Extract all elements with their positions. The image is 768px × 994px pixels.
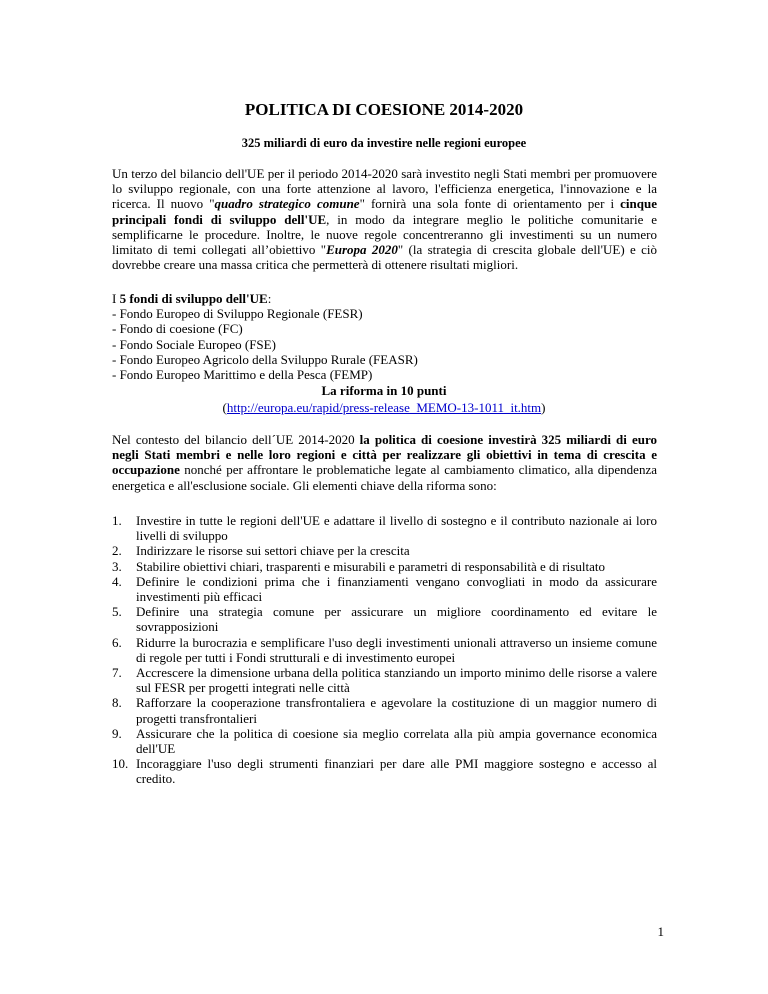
context-text-3: nonché per affrontare le problematiche legate al cambiamento climatico, alla dipendenza energetica e all'esclusione sociale. Gli elementi chiave della riforma sono: [112,462,657,493]
funds-heading-bold: 5 fondi di sviluppo dell'UE [119,291,268,306]
list-text: Stabilire obiettivi chiari, trasparenti e misurabili e parametri di responsabilità e di risultato [136,558,605,574]
list-item [112,559,657,574]
list-number: 4. [112,573,122,589]
list-text: Assicurare che la politica di coesione sia meglio correlata alla più ampia governance economica dell'UE [136,725,657,757]
fund-item: - Fondo Europeo Agricolo della Sviluppo Rurale (FEASR) [112,351,418,367]
list-number: 6. [112,634,122,650]
list-item [112,635,657,665]
list-item [112,756,657,786]
list-item [112,574,657,604]
page-number: 1 [657,924,664,939]
list-number: 1. [112,513,122,528]
page-subtitle: 325 miliardi di euro da investire nelle regioni europee [241,136,527,150]
intro-text-1: Un terzo del bilancio dell'UE per il periodo 2014-2020 sarà investito negli Stati membri per promuovere lo sviluppo regionale, con una forte attenzione al lavoro, l'efficienza energetica, l'innovazione e la ricerca. Il nuovo " [112,166,657,212]
fund-item: - Fondo Sociale Europeo (FSE) [112,336,276,352]
list-item [112,665,657,695]
list-number: 7. [112,665,122,681]
reform-points-list [112,513,657,787]
link-paren-close: ) [541,400,546,415]
list-item [112,695,657,725]
list-number: 3. [112,558,122,574]
context-text-1: Nel contesto del bilancio dell´UE 2014-2020 [112,432,360,447]
context-paragraph [112,432,657,493]
list-text: Incoraggiare l'uso degli strumenti finanziari per dare alle PMI maggiore sostegno e accesso al credito. [136,756,657,787]
context-emphasis: la politica di coesione investirà 325 miliardi di euro negli Stati membri e nelle loro regioni e città per realizzare gli obiettivi in tema di crescita e occupazione [112,432,657,478]
list-text: Accrescere la dimensione urbana della politica stanziando un importo minimo delle risorse a valere sul FESR per progetti integrati nelle città [136,665,657,696]
list-number: 5. [112,604,122,620]
list-text: Investire in tutte le regioni dell'UE e adattare il livello di sostegno e il contributo nazionale ai loro livelli di sviluppo [136,513,657,544]
list-item [112,513,657,543]
intro-text-7: " (la strategia di crescita globale dell'UE) e ciò dovrebbe creare una massa critica che permetterà di ottenere risultati migliori. [112,242,658,273]
list-number: 10. [112,756,129,772]
link-paren-open: ( [222,400,227,415]
fund-item: - Fondo di coesione (FC) [112,321,243,337]
funds-heading-suffix: : [267,291,272,306]
intro-paragraph [112,166,657,272]
page-title: POLITICA DI COESIONE 2014-2020 [244,100,524,119]
list-text: Definire le condizioni prima che i finanziamenti vengano convogliati in modo da assicurare investimenti più efficaci [136,573,657,605]
list-number: 8. [112,695,122,711]
intro-text-3: " fornirà una sola fonte di orientamento per i [359,196,621,212]
intro-emphasis-funds: cinque principali fondi di sviluppo dell'UE [112,196,657,227]
funds-list [112,291,657,382]
funds-heading [112,291,657,306]
list-item [112,543,657,558]
fund-item: - Fondo Europeo di Sviluppo Regionale (FESR) [112,306,363,322]
intro-emphasis-qsc: quadro strategico comune [214,196,360,212]
list-text: Ridurre la burocrazia e semplificare l'uso degli investimenti unionali attraverso un insieme comune di regole per tutti i Fondi strutturali e di investimento europei [136,634,657,665]
list-text: Definire una strategia comune per assicurare un migliore coordinamento ed evitare le sovrapposizioni [136,604,657,635]
list-number: 2. [112,543,122,559]
reform-heading: La riforma in 10 punti [321,383,447,398]
list-item [112,726,657,756]
list-item [112,604,657,634]
intro-text-5: , in modo da integrare meglio le politiche comunitarie e semplificarne le procedure. Inoltre, le nuove regole concentreranno gli investimenti su un numero limitato di temi collegati all’obiettivo " [112,211,657,258]
list-text: Rafforzare la cooperazione transfrontaliera e agevolare la costituzione di un maggior numero di progetti transfrontalieri [136,695,657,726]
reform-link-line [0,400,768,415]
intro-emphasis-europa2020: Europa 2020 [326,242,398,258]
list-number: 9. [112,725,122,741]
fund-item: - Fondo Europeo Marittimo e della Pesca (FEMP) [112,367,373,383]
funds-heading-prefix: I [112,291,120,306]
list-text: Indirizzare le risorse sui settori chiave per la crescita [136,543,410,559]
press-release-link[interactable]: http://europa.eu/rapid/press-release_MEMO-13-1011_it.htm [226,400,542,415]
